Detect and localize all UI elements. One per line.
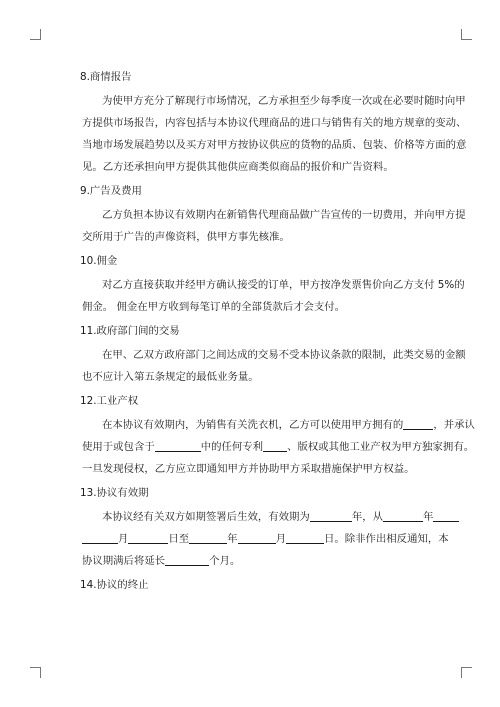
section-body-market-report [62,90,467,178]
body-line: 乙方负担本协议有效期内在新销售代理商品做广告宣传的一切费用，并向甲方提 [102,209,466,221]
text-fragment: 月 [118,533,129,545]
section-body-industrial-property [62,414,475,480]
fill-blank [189,531,227,544]
text-fragment: 年，从 [351,511,383,523]
body-line: 对乙方直接获取并经甲方确认接受的订单，甲方按净发票售价向乙方支付 5%的 [102,279,465,291]
body-line [62,414,475,436]
body-line [62,436,475,458]
text-fragment: ，并承认 [433,419,475,431]
body-line: 为使甲方充分了解现行市场情况，乙方承担至少每季度一次或在必要时随时向甲 [102,95,466,107]
section-body-commission [62,274,465,318]
text-fragment: 年 [227,533,238,545]
body-line: 佣金。 佣金在甲方收到每笔订单的全部货款后才会支付。 [82,301,346,313]
body-line: 也不应计入第五条规定的最低业务量。 [82,371,259,383]
text-fragment: 年 [422,511,434,523]
fill-blank [433,509,459,522]
body-line [62,550,440,572]
text-fragment: 中的任何专利 [200,441,264,453]
crop-mark-bottom-right [461,667,472,678]
section-heading-industrial-property: 12.工业产权 [80,395,139,407]
text-fragment: 、版权或其他工业产权为甲方独家拥有。 [287,441,475,453]
fill-blank [383,509,423,522]
crop-mark-top-right [461,29,472,40]
section-heading-commission: 10.佣金 [80,255,118,267]
body-line: 一旦发现侵权，乙方应立即通知甲方并协助甲方采取措施保护甲方权益。 [82,463,415,475]
section-heading-termination: 14.协议的终止 [80,579,149,591]
text-fragment: 本协议经有关双方如期签署后生效，有效期为 [102,511,310,523]
text-fragment: 日。除非作出相反通知，本 [323,533,449,545]
body-line [62,506,440,528]
body-line: 见。乙方还承担向甲方提供其他供应商类似商品的报价和广告资料。 [82,161,394,173]
text-fragment: 协议期满后将延长 [82,555,166,567]
section-heading-advertising: 9.广告及费用 [80,185,142,197]
text-fragment: 日至 [168,533,190,545]
fill-blank [286,531,324,544]
text-fragment: 个月。 [209,555,241,567]
section-body-term [62,506,449,572]
fill-blank [310,509,352,522]
section-heading-term: 13.协议有效期 [80,487,149,499]
section-body-government-trade [62,344,466,388]
section-heading-market-report: 8.商情报告 [80,71,132,83]
fill-blank [263,439,287,452]
text-fragment: 在本协议有效期内，为销售有关洗衣机，乙方可以使用甲方拥有的 [102,419,404,431]
body-line [62,528,449,550]
fill-blank [155,439,201,452]
section-body-advertising [62,204,466,248]
document-page [62,64,475,598]
text-fragment: 使用于或包含于 [82,441,155,453]
text-fragment: 月 [275,533,286,545]
crop-mark-bottom-left [30,667,41,678]
body-line: 当地市场发展趋势以及买方对甲方按协议供应的货物的品质、包装、价格等方面的意 [82,139,467,151]
fill-blank [165,553,209,566]
body-line: 交所用于广告的声像资料，供甲方事先核准。 [82,231,290,243]
fill-blank [128,531,168,544]
fill-blank [238,531,276,544]
fill-blank [403,417,433,430]
crop-mark-top-left [30,29,41,40]
fill-blank [82,531,118,544]
body-line: 方提供市场报告，内容包括与本协议代理商品的进口与销售有关的地方规章的变动、 [82,117,467,129]
section-heading-government-trade: 11.政府部门间的交易 [80,325,180,337]
body-line: 在甲、乙双方政府部门之间达成的交易不受本协议条款的限制，此类交易的金额 [102,349,466,361]
